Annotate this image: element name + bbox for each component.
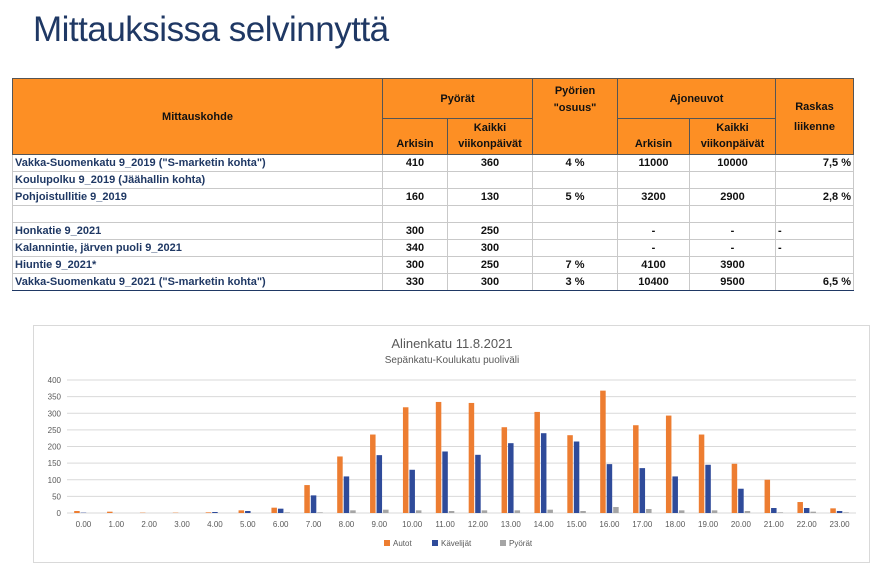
cell-vehicles-weekday: - (618, 223, 690, 240)
header-heavy-traffic (776, 79, 854, 155)
bar-autot (699, 435, 705, 513)
header-heavy-line1: Raskas (795, 100, 834, 113)
cell-heavy: - (776, 223, 854, 240)
bar-autot (304, 485, 310, 513)
cell-vehicles-weekday: 10400 (618, 274, 690, 291)
bar-kävelijät (640, 468, 646, 513)
legend-swatch-autot (384, 540, 390, 546)
cell-bike-share: 5 % (533, 189, 618, 206)
bar-pyörät (449, 511, 455, 513)
row-location: Kalannintie, järven puoli 9_2021 (13, 240, 383, 257)
y-tick-label: 350 (47, 392, 61, 402)
cell-vehicles-all: 3900 (690, 257, 776, 274)
bar-kävelijät (607, 464, 613, 513)
cell-bikes-weekday: 330 (383, 274, 448, 291)
x-tick-label: 19.00 (698, 520, 719, 529)
cell-bikes-all: 300 (448, 274, 533, 291)
legend-label: Autot (393, 539, 412, 548)
cell-bikes-weekday: 340 (383, 240, 448, 257)
cell-bikes-all: 360 (448, 155, 533, 172)
x-tick-label: 11.00 (435, 520, 455, 529)
cell-vehicles-all: 2900 (690, 189, 776, 206)
bar-autot (403, 407, 409, 513)
table-row (13, 223, 854, 240)
x-tick-label: 10.00 (402, 520, 423, 529)
cell-bikes-all: 250 (448, 223, 533, 240)
bar-pyörät (613, 507, 619, 513)
header-vehicles-all-line2: viikonpäivät (700, 138, 765, 150)
y-tick-label: 100 (47, 475, 61, 485)
y-tick-label: 200 (47, 442, 61, 452)
table-row (13, 155, 854, 172)
cell-vehicles-weekday: - (618, 240, 690, 257)
row-location: Koulupolku 9_2019 (Jäähallin kohta) (13, 172, 383, 189)
bar-kävelijät (672, 476, 678, 513)
cell-heavy: - (776, 240, 854, 257)
bar-autot (107, 512, 113, 513)
bar-autot (337, 456, 343, 513)
header-bike-share-line1: Pyörien (554, 85, 596, 97)
y-tick-label: 50 (52, 492, 61, 502)
x-tick-label: 18.00 (665, 520, 686, 529)
cell-bike-share (533, 223, 618, 240)
bar-kävelijät (278, 509, 284, 513)
bar-autot (239, 510, 245, 513)
x-tick-label: 14.00 (533, 520, 554, 529)
table-row (13, 189, 854, 206)
bar-kävelijät (212, 512, 218, 513)
bar-pyörät (515, 510, 521, 513)
row-location: Pohjoistullitie 9_2019 (13, 189, 383, 206)
bar-pyörät (778, 512, 784, 513)
bar-autot (469, 403, 475, 513)
bar-pyörät (350, 510, 356, 513)
bar-chart (34, 326, 869, 562)
bar-kävelijät (771, 508, 777, 513)
header-bikes-all-line2: viikonpäivät (458, 138, 522, 150)
chart-title: Alinenkatu 11.8.2021 (391, 336, 513, 351)
cell-bikes-weekday: 410 (383, 155, 448, 172)
bar-autot (206, 512, 212, 513)
cell-vehicles-all: - (690, 240, 776, 257)
bar-pyörät (383, 510, 389, 513)
cell-heavy: 7,5 % (776, 155, 854, 172)
chart-frame (33, 325, 870, 563)
header-bikes-all-days (448, 119, 533, 155)
x-tick-label: 4.00 (207, 520, 223, 529)
bar-kävelijät (705, 465, 711, 513)
cell-vehicles-weekday: 11000 (618, 155, 690, 172)
gridlines (67, 380, 856, 513)
cell-vehicles-weekday: 4100 (618, 257, 690, 274)
bar-autot (600, 391, 606, 513)
header-vehicles-all-days (690, 119, 776, 155)
cell-bikes-weekday: 160 (383, 189, 448, 206)
header-bikes-all-line1: Kaikki (473, 122, 507, 134)
bar-autot (74, 511, 80, 513)
cell-bikes-weekday: 300 (383, 223, 448, 240)
measurement-table (12, 78, 854, 291)
legend-label: Pyörät (509, 539, 533, 548)
bar-pyörät (416, 510, 422, 513)
cell-bikes-all: 130 (448, 189, 533, 206)
bar-kävelijät (245, 511, 251, 513)
bar-autot (271, 508, 277, 513)
cell-vehicles-weekday (618, 206, 690, 223)
cell-vehicles-weekday (618, 172, 690, 189)
header-bike-share-line2: "osuus" (553, 102, 597, 114)
x-tick-label: 7.00 (305, 520, 322, 529)
bar-autot (567, 435, 573, 513)
y-tick-label: 0 (56, 509, 61, 518)
cell-heavy (776, 257, 854, 274)
x-tick-label: 23.00 (829, 520, 850, 529)
bar-pyörät (646, 509, 652, 513)
row-location: Honkatie 9_2021 (13, 223, 383, 240)
x-tick-label: 13.00 (500, 520, 521, 529)
bar-autot (436, 402, 442, 513)
chart-subtitle: Sepänkatu-Koulukatu puoliväli (384, 355, 520, 366)
cell-bike-share (533, 240, 618, 257)
table-row (13, 206, 854, 223)
x-tick-label: 0.00 (75, 520, 92, 529)
row-location (13, 206, 383, 223)
bar-pyörät (580, 511, 586, 513)
cell-heavy (776, 206, 854, 223)
y-tick-label: 300 (47, 409, 61, 419)
header-vehicles-weekday: Arkisin (618, 119, 690, 155)
bar-kävelijät (837, 511, 843, 513)
x-tick-label: 20.00 (730, 520, 751, 529)
bar-pyörät (547, 510, 553, 513)
bar-autot (534, 412, 540, 513)
y-tick-label: 150 (47, 459, 61, 469)
cell-vehicles-all: 9500 (690, 274, 776, 291)
x-tick-label: 1.00 (108, 520, 125, 529)
bar-pyörät (843, 512, 849, 513)
cell-vehicles-weekday: 3200 (618, 189, 690, 206)
table-row (13, 274, 854, 291)
cell-bikes-all: 300 (448, 240, 533, 257)
bar-kävelijät (475, 455, 481, 513)
x-tick-label: 9.00 (371, 520, 388, 529)
page-title: Mittauksissa selvinnyttä (33, 10, 389, 49)
x-tick-label: 16.00 (599, 520, 620, 529)
x-tick-label: 3.00 (174, 520, 190, 529)
header-heavy-line2: liikenne (794, 120, 835, 133)
bar-kävelijät (508, 443, 514, 513)
bar-autot (732, 464, 738, 513)
bar-pyörät (712, 510, 718, 513)
bar-pyörät (810, 512, 816, 513)
cell-heavy: 6,5 % (776, 274, 854, 291)
cell-heavy: 2,8 % (776, 189, 854, 206)
bar-kävelijät (311, 495, 317, 513)
legend-label: Kävelijät (441, 539, 472, 548)
bar-kävelijät (804, 508, 810, 513)
bar-kävelijät (574, 442, 580, 513)
header-vehicles: Ajoneuvot (618, 79, 776, 119)
cell-bike-share: 4 % (533, 155, 618, 172)
bar-autot (370, 435, 376, 513)
bar-kävelijät (738, 489, 744, 513)
bar-autot (797, 502, 803, 513)
y-tick-label: 250 (47, 425, 61, 435)
bar-pyörät (284, 512, 290, 513)
header-vehicles-all-line1: Kaikki (716, 122, 749, 134)
bar-autot (666, 416, 672, 513)
x-tick-label: 22.00 (796, 520, 817, 529)
cell-bikes-weekday: 300 (383, 257, 448, 274)
cell-bikes-all (448, 172, 533, 189)
bar-kävelijät (344, 476, 350, 513)
bar-pyörät (317, 512, 323, 513)
table-row (13, 172, 854, 189)
bar-kävelijät (442, 451, 448, 513)
legend-swatch-kävelijät (432, 540, 438, 546)
bars (74, 391, 849, 513)
bar-pyörät (745, 511, 751, 513)
bar-kävelijät (409, 470, 415, 513)
table-row (13, 257, 854, 274)
x-tick-label: 15.00 (566, 520, 587, 529)
bar-kävelijät (541, 433, 547, 513)
cell-bike-share: 3 % (533, 274, 618, 291)
cell-vehicles-all: - (690, 223, 776, 240)
cell-vehicles-all (690, 206, 776, 223)
header-bike-share (533, 79, 618, 155)
cell-heavy (776, 172, 854, 189)
bar-autot (502, 427, 508, 513)
bar-kävelijät (377, 455, 383, 513)
y-tick-label: 400 (47, 376, 61, 385)
cell-bikes-all (448, 206, 533, 223)
axes (48, 376, 850, 529)
legend-swatch-pyörät (500, 540, 506, 546)
cell-vehicles-all (690, 172, 776, 189)
cell-bikes-weekday (383, 206, 448, 223)
cell-bikes-weekday (383, 172, 448, 189)
bar-autot (830, 508, 836, 513)
cell-bike-share (533, 206, 618, 223)
x-tick-label: 6.00 (272, 520, 289, 529)
x-tick-label: 5.00 (240, 520, 256, 529)
x-tick-label: 12.00 (467, 520, 488, 529)
row-location: Hiuntie 9_2021* (13, 257, 383, 274)
x-tick-label: 17.00 (632, 520, 653, 529)
header-bikes: Pyörät (383, 79, 533, 119)
x-tick-label: 21.00 (763, 520, 784, 529)
bar-autot (765, 480, 771, 513)
table-row (13, 240, 854, 257)
header-bikes-weekday: Arkisin (383, 119, 448, 155)
header-location: Mittauskohde (13, 79, 383, 155)
cell-vehicles-all: 10000 (690, 155, 776, 172)
row-location: Vakka-Suomenkatu 9_2021 ("S-marketin kohta") (13, 274, 383, 291)
cell-bike-share (533, 172, 618, 189)
bar-autot (633, 425, 639, 513)
legend (384, 539, 533, 548)
bar-pyörät (482, 510, 488, 513)
bar-pyörät (679, 510, 685, 513)
row-location: Vakka-Suomenkatu 9_2019 ("S-marketin kohta") (13, 155, 383, 172)
x-tick-label: 2.00 (141, 520, 157, 529)
cell-bikes-all: 250 (448, 257, 533, 274)
cell-bike-share: 7 % (533, 257, 618, 274)
x-tick-label: 8.00 (338, 520, 355, 529)
